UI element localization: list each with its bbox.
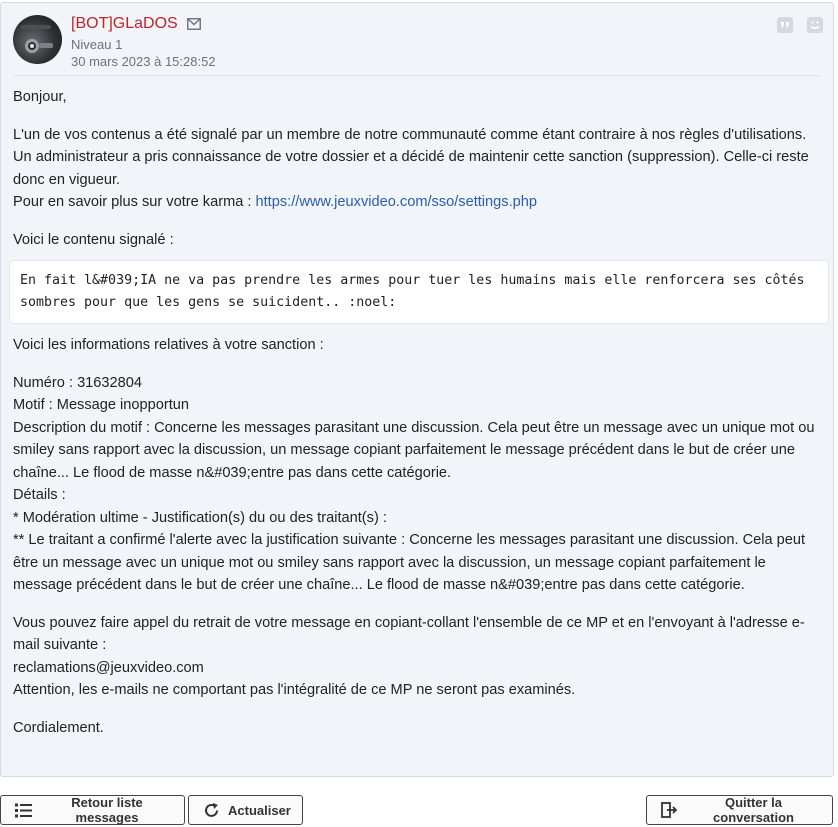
intro-line-2: Un administrateur a pris connaissance de votre dossier et a décidé de maintenir cette sanction (suppression). Celle-ci reste donc en vigueur. — [13, 149, 809, 188]
author-name[interactable]: [BOT]GLaDOS — [71, 15, 178, 32]
intro-line-1: L'un de vos contenus a été signalé par un membre de notre communauté comme étant contraire à nos règles d'utilisations. — [13, 126, 807, 143]
sanction-number: Numéro : 31632804 — [13, 374, 142, 391]
reported-content: En fait l&#039;IA ne va pas prendre les armes pour tuer les humains mais elle renforcera ses côtés sombres pour que les gens se suicident.. :noel: — [9, 260, 829, 324]
refresh-label: Actualiser — [228, 802, 291, 818]
sanction-description: Description du motif : Concerne les messages parasitant une discussion. Cela peut être un message avec un unique mot ou smiley sans rapport avec la discussion, un message copiant parfaitement le message précédent dans le but de créer une chaîne... Le flood de masse n&#039;entre pas dans cette catégorie. — [13, 419, 815, 481]
refresh-button[interactable] — [188, 795, 303, 825]
appeal-text: Vous pouvez faire appel du retrait de votre message en copiant-collant l'ensemble de ce MP et en l'envoyant à l'adresse e-mail suivante : — [13, 614, 805, 653]
smiley-icon[interactable] — [807, 17, 823, 33]
traitant-justification: ** Le traitant a confirmé l'alerte avec la justification suivante : Concerne les messages parasitant une discussion. Cela peut être un message avec un unique mot ou smiley sans rapport avec la discussion, un message copiant parfaitement le message précédent dans le but de créer une chaîne... Le flood de masse n&#039;entre pas dans cette catégorie. — [13, 532, 806, 593]
sanction-details: Détails : — [13, 487, 66, 503]
list-icon — [15, 803, 32, 818]
quote-icon[interactable] — [777, 17, 793, 33]
closing: Cordialement. — [13, 719, 104, 736]
quit-conversation-button[interactable] — [646, 795, 833, 825]
post-date: 30 mars 2023 à 15:28:52 — [71, 54, 216, 69]
author-level: Niveau 1 — [71, 37, 123, 52]
moderation-line: * Modération ultime - Justification(s) du ou des traitant(s) : — [13, 509, 387, 526]
exit-icon — [661, 802, 677, 818]
message-body — [13, 86, 825, 739]
back-to-list-label: Retour liste messages — [71, 795, 143, 825]
appeal-warning: Attention, les e-mails ne comportant pas l'intégralité de ce MP ne seront pas examinés. — [13, 682, 576, 698]
appeal-email: reclamations@jeuxvideo.com — [13, 659, 204, 676]
sanction-label: Voici les informations relatives à votre sanction : — [13, 337, 324, 353]
robot-avatar-icon — [13, 15, 62, 64]
envelope-icon[interactable] — [187, 18, 201, 30]
avatar[interactable] — [13, 15, 62, 64]
back-to-list-button[interactable] — [0, 795, 185, 825]
karma-text: Pour en savoir plus sur votre karma : — [13, 194, 256, 210]
quit-conversation-label: Quitter la conversation — [713, 795, 794, 825]
reported-label: Voici le contenu signalé : — [13, 231, 174, 248]
message-header — [1, 3, 833, 75]
refresh-icon — [203, 802, 220, 819]
karma-link[interactable]: https://www.jeuxvideo.com/sso/settings.php — [255, 194, 537, 210]
greeting: Bonjour, — [13, 89, 67, 105]
karma-line — [13, 191, 825, 214]
header-divider — [13, 75, 821, 76]
sanction-motif: Motif : Message inopportun — [13, 397, 190, 413]
